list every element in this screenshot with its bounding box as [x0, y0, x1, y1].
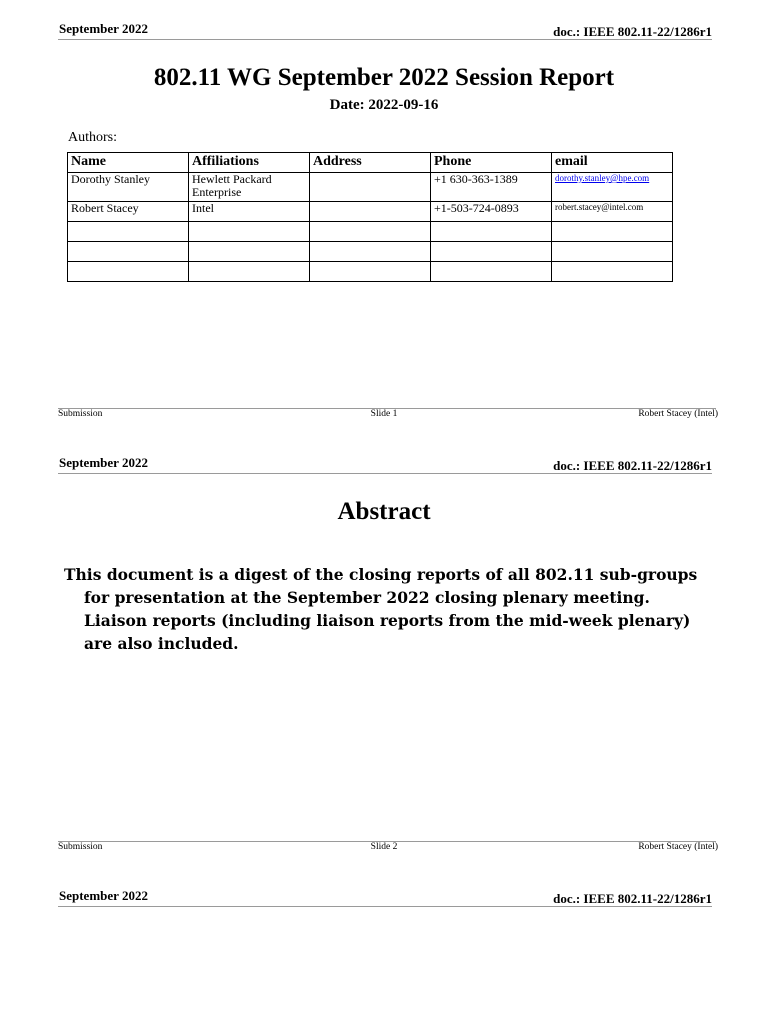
author-address: [310, 202, 431, 222]
authors-label: Authors:: [68, 130, 117, 145]
footer-slide-number: Slide 1: [370, 409, 398, 419]
header-rule: [58, 906, 712, 907]
authors-table: [67, 152, 673, 282]
column-header: email: [552, 153, 673, 173]
author-address: [310, 173, 431, 202]
column-header: Affiliations: [189, 153, 310, 173]
footer-slide-number: Slide 2: [370, 842, 398, 852]
column-header: Address: [310, 153, 431, 173]
author-email-link[interactable]: dorothy.stanley@hpe.com: [555, 173, 650, 183]
author-email: robert.stacey@intel.com: [552, 202, 673, 222]
header-rule: [58, 39, 712, 40]
author-affiliation: Hewlett Packard Enterprise: [189, 173, 310, 202]
table-row-empty: [68, 222, 673, 242]
author-name: Robert Stacey: [68, 202, 189, 222]
header-rule: [58, 473, 712, 474]
header-doc-id: doc.: IEEE 802.11-22/1286r1: [553, 458, 712, 473]
footer-submission: Submission: [58, 842, 103, 852]
header-doc-id: doc.: IEEE 802.11-22/1286r1: [553, 24, 712, 39]
table-header-row: [68, 153, 673, 173]
table-row-empty: [68, 262, 673, 282]
column-header: Phone: [431, 153, 552, 173]
author-name: Dorothy Stanley: [68, 173, 189, 202]
header-doc-id: doc.: IEEE 802.11-22/1286r1: [553, 891, 712, 906]
footer-author: Robert Stacey (Intel): [638, 409, 718, 419]
abstract-body: This document is a digest of the closing reports of all 802.11 sub-groups for presentation at the September 2022 closing plenary meeting. Liaison reports (including liaison reports from the mid-week plenary) are also included.: [64, 565, 698, 653]
header-date: September 2022: [59, 888, 148, 903]
column-header: Name: [68, 153, 189, 173]
page-title: 802.11 WG September 2022 Session Report: [153, 64, 615, 91]
author-phone: +1-503-724-0893: [431, 202, 552, 222]
footer-submission: Submission: [58, 409, 103, 419]
date-line: Date: 2022-09-16: [329, 97, 439, 113]
author-email-cell: [552, 173, 673, 202]
header-date: September 2022: [59, 21, 148, 36]
header-date: September 2022: [59, 455, 148, 470]
table-row: [68, 202, 673, 222]
author-affiliation: Intel: [189, 202, 310, 222]
footer-author: Robert Stacey (Intel): [638, 842, 718, 852]
slide-title: Abstract: [337, 498, 431, 525]
table-row-empty: [68, 242, 673, 262]
table-row: [68, 173, 673, 202]
author-phone: +1 630-363-1389: [431, 173, 552, 202]
